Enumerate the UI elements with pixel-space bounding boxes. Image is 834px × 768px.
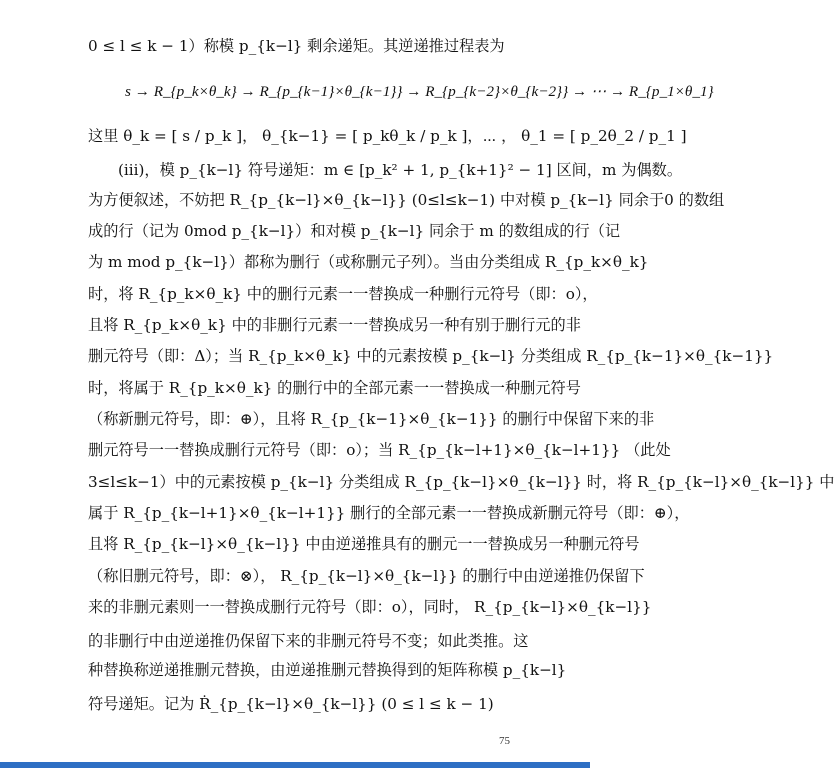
text-line-15: 属于 R_{p_{k−l+1}×θ_{k−l+1}} 删行的全部元素一一替换成新删元符号（即：⊕）， [88, 504, 690, 522]
text-line-19: 的非删行中由逆递推仍保留下来的非删元符号不变；如此类推。这 [88, 632, 529, 650]
text-line-section-iii: (iii)，模 p_{k−l} 符号递矩：m ∈ [p_k² + 1, p_{k+1}² − 1] 区间，m 为偶数。 [118, 161, 683, 179]
text-line-21: 符号递矩。记为 Ṙ_{p_{k−l}×θ_{k−l}} (0 ≤ l ≤ k − 1) [88, 695, 494, 713]
text-line-10: 删元符号（即：Δ）；当 R_{p_k×θ_k} 中的元素按模 p_{k−l} 分类组成 R_{p_{k−1}×θ_{k−1}} [88, 347, 774, 365]
text-line-9: 且将 R_{p_k×θ_k} 中的非删行元素一一替换成另一种有别于删行元的非 [88, 316, 581, 334]
text-line-5: 为方便叙述，不妨把 R_{p_{k−l}×θ_{k−l}} (0≤l≤k−1) 中对模 p_{k−l} 同余于0 的数组 [88, 191, 725, 209]
text-line-14: 3≤l≤k−1）中的元素按模 p_{k−l} 分类组成 R_{p_{k−l}×θ_{k−l}} 时，将 R_{p_{k−l}×θ_{k−l}} 中 [88, 473, 834, 491]
text-line-12: （称新删元符号，即：⊕），且将 R_{p_{k−1}×θ_{k−1}} 的删行中保留下来的非 [88, 410, 655, 428]
text-line-17: （称旧删元符号，即：⊗）， R_{p_{k−l}×θ_{k−l}} 的删行中由逆递推仍保留下 [88, 567, 645, 585]
text-line-1: 0 ≤ l ≤ k − 1）称模 p_{k−l} 剩余递矩。其逆递推过程表为 [88, 37, 505, 55]
text-line-6: 成的行（记为 0mod p_{k−l}）和对模 p_{k−l} 同余于 m 的数组成的行（记 [88, 222, 621, 240]
bottom-border [0, 762, 590, 768]
text-line-theta-definitions: 这里 θ_k = [ s / p_k ]， θ_{k−1} = [ p_kθ_k / p_k ]，⋯ ， θ_1 = [ p_2θ_2 / p_1 ] [88, 127, 687, 145]
text-line-16: 且将 R_{p_{k−l}×θ_{k−l}} 中由逆递推具有的删元一一替换成另一种删元符号 [88, 535, 640, 553]
text-line-8: 时，将 R_{p_k×θ_k} 中的删行元素一一替换成一种删行元符号（即：o）， [88, 285, 598, 303]
text-line-18: 来的非删元素则一一替换成删行元符号（即：o），同时， R_{p_{k−l}×θ_{k−l}} [88, 598, 652, 616]
text-line-11: 时，将属于 R_{p_k×θ_k} 的删行中的全部元素一一替换成一种删元符号 [88, 379, 581, 397]
text-line-7: 为 m mod p_{k−l}）都称为删行（或称删元子列）。当由分类组成 R_{p_k×θ_k} [88, 253, 649, 271]
text-line-20: 种替换称逆递推删元替换，由逆递推删元替换得到的矩阵称模 p_{k−l} [88, 661, 567, 679]
page-number: 75 [499, 735, 510, 747]
formula-reverse-recursion: s → R_{p_k×θ_k} → R_{p_{k−1}×θ_{k−1}} → R_{p_{k−2}×θ_{k−2}} → ⋯ → R_{p_1×θ_1} [125, 83, 714, 100]
text-line-13: 删元符号一一替换成删行元符号（即：o）；当 R_{p_{k−l+1}×θ_{k−l+1}} （此处 [88, 441, 671, 459]
